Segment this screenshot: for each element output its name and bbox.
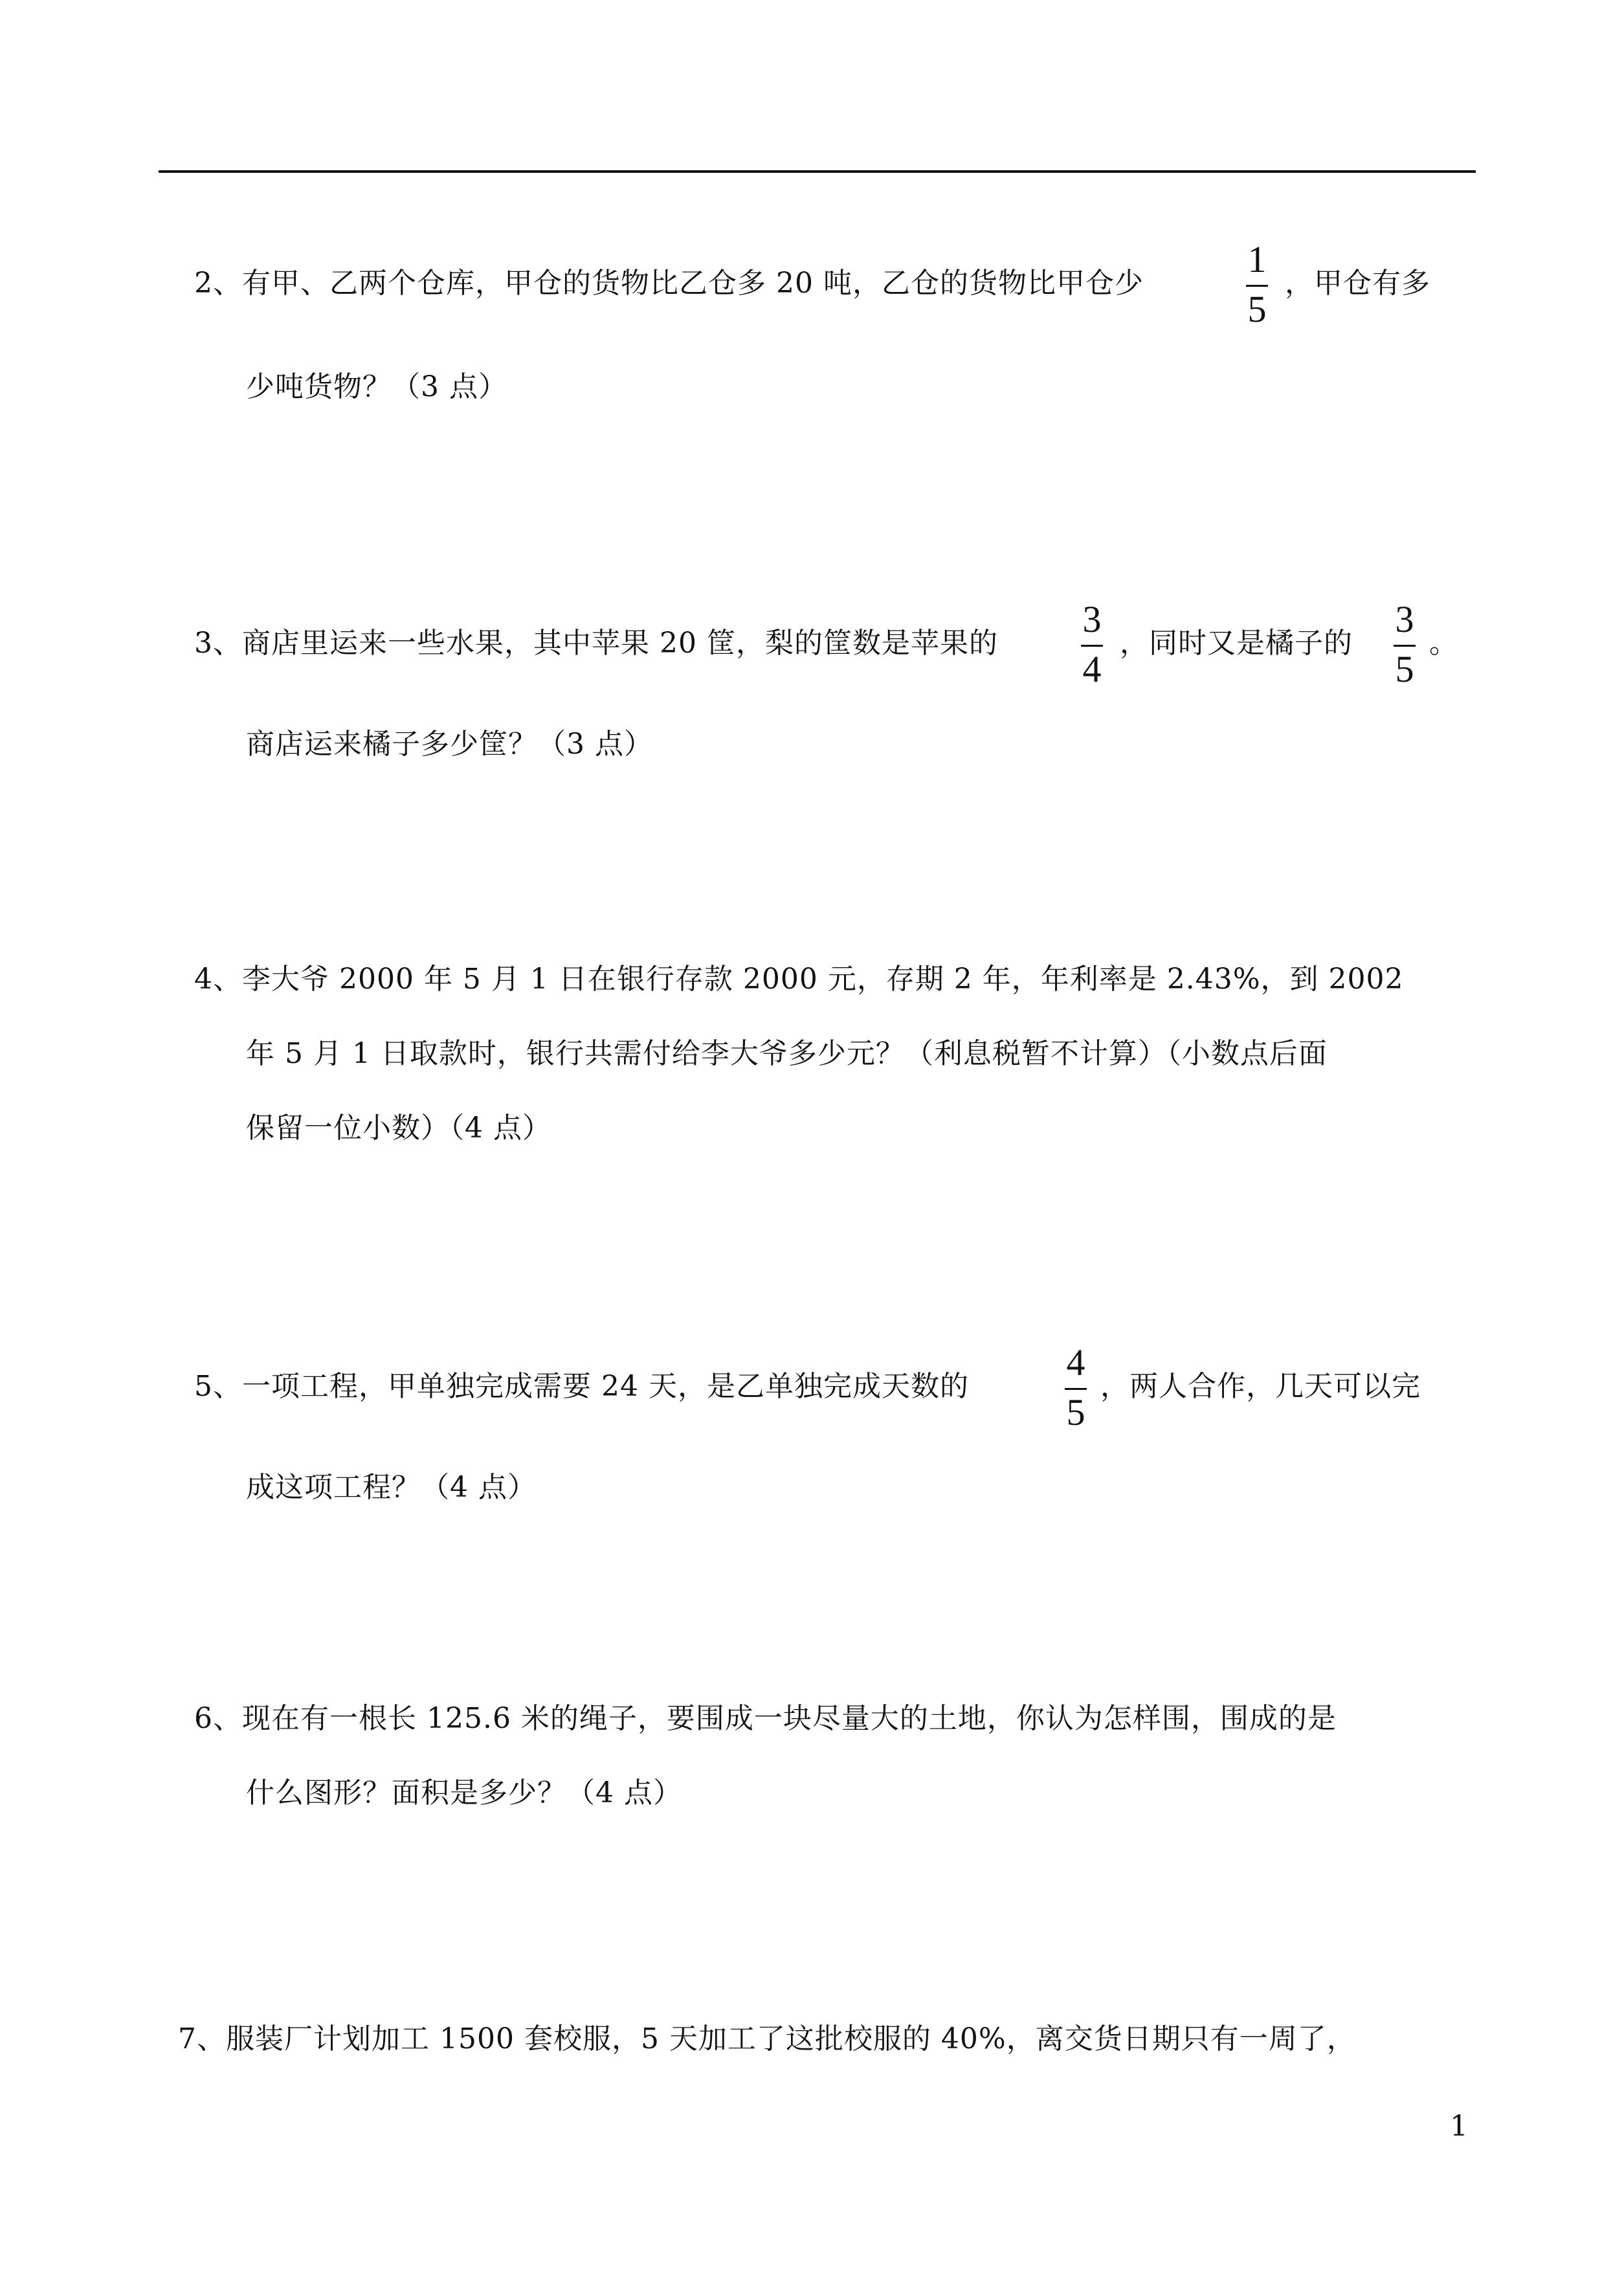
- fraction-bar: [1081, 645, 1103, 647]
- q2-line1-pre: 2、有甲、乙两个仓库，甲仓的货物比乙仓多 20 吨，乙仓的货物比甲仓少: [194, 267, 1144, 300]
- page-number: 1: [1450, 2110, 1468, 2143]
- q2-line1-post: ，甲仓有多: [1285, 267, 1430, 300]
- q7-line1: 7、服装厂计划加工 1500 套校服，5 天加工了这批校服的 40%，离交货日期只有一周了，: [178, 2022, 1356, 2055]
- q6-line2: 什么图形？面积是多少？（4 点）: [246, 1776, 682, 1809]
- q3-line2: 商店运来橘子多少筐？（3 点）: [246, 728, 653, 761]
- q4-line3: 保留一位小数）（4 点）: [246, 1112, 551, 1145]
- q5-line1-pre: 5、一项工程，甲单独完成需要 24 天，是乙单独完成天数的: [194, 1370, 969, 1403]
- q3-fraction-2-numerator: 3: [1395, 598, 1414, 640]
- fraction-bar: [1246, 285, 1268, 287]
- q3-fraction-2-denominator: 5: [1395, 648, 1414, 690]
- q3-fraction-1-numerator: 3: [1082, 598, 1102, 640]
- q3-line1-mid: ，同时又是橘子的: [1120, 627, 1353, 660]
- q2-fraction: [1246, 238, 1268, 330]
- q2-fraction-denominator: 5: [1247, 288, 1267, 330]
- q3-line1-pre: 3、商店里运来一些水果，其中苹果 20 筐，梨的筐数是苹果的: [194, 627, 998, 660]
- q3-fraction-1-denominator: 4: [1082, 648, 1102, 690]
- header-rule: [159, 170, 1476, 173]
- q3-fraction-2: [1394, 598, 1416, 690]
- q3-fraction-1: [1081, 598, 1103, 690]
- fraction-bar: [1065, 1388, 1087, 1390]
- q5-fraction-denominator: 5: [1066, 1391, 1085, 1433]
- q2-line2: 少吨货物？（3 点）: [246, 370, 507, 403]
- q5-fraction: [1065, 1341, 1087, 1433]
- q4-line2: 年 5 月 1 日取款时，银行共需付给李大爷多少元？（利息税暂不计算）（小数点后面: [246, 1037, 1328, 1070]
- q5-line1-post: ，两人合作，几天可以完: [1100, 1370, 1421, 1403]
- q3-line1-post: 。: [1429, 627, 1458, 660]
- q2-fraction-numerator: 1: [1247, 238, 1267, 280]
- q6-line1: 6、现在有一根长 125.6 米的绳子，要围成一块尽量大的土地，你认为怎样围，围成的是: [194, 1702, 1337, 1735]
- fraction-bar: [1394, 645, 1416, 647]
- q5-line2: 成这项工程？（4 点）: [246, 1471, 537, 1504]
- q5-fraction-numerator: 4: [1066, 1341, 1085, 1383]
- q4-line1: 4、李大爷 2000 年 5 月 1 日在银行存款 2000 元，存期 2 年，年利率是 2.43%，到 2002: [194, 963, 1404, 996]
